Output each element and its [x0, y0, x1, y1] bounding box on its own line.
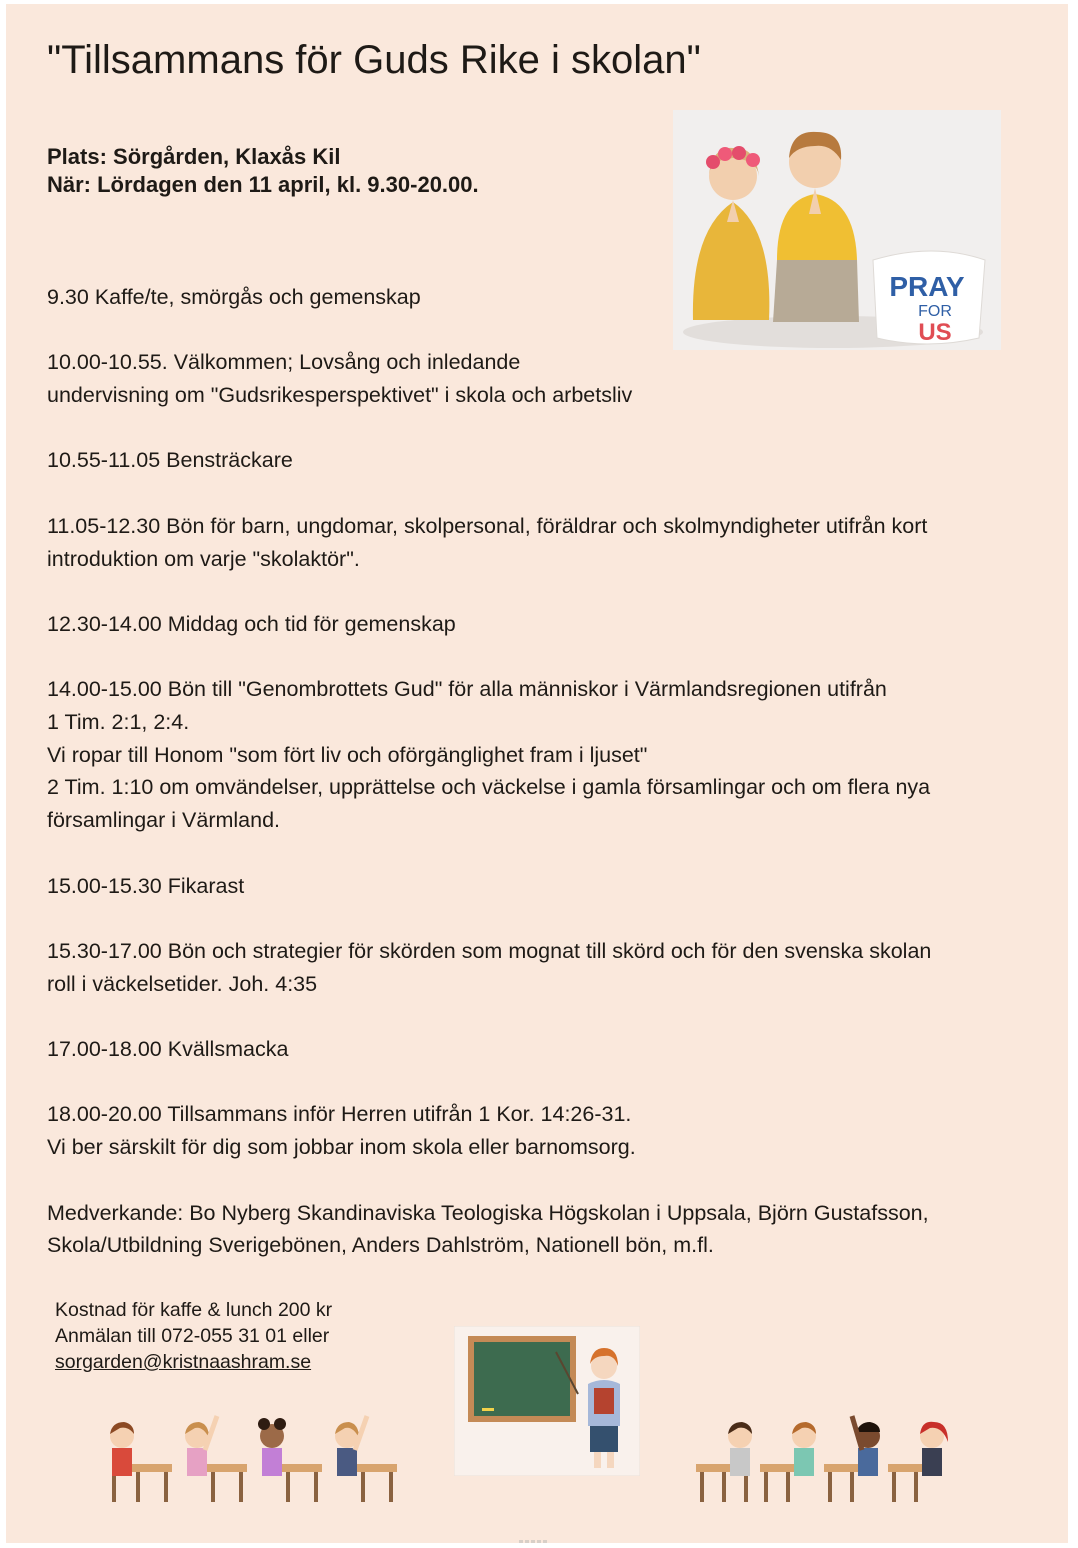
- schedule-item: 11.05-12.30 Bön för barn, ungdomar, skolpersonal, föräldrar och skolmyndigheter utifrån kort introduktion om varje "skolaktör".: [47, 513, 928, 571]
- schedule-item: 15.30-17.00 Bön och strategier för skörden som mognat till skörd och för den svenska skolan roll i väckelsetider. Joh. 4:35: [47, 938, 932, 996]
- flyer-page: [6, 4, 1068, 1543]
- event-place: Plats: Sörgården, Klaxås Kil: [47, 144, 341, 169]
- schedule-item: 12.30-14.00 Middag och tid för gemenskap: [47, 611, 456, 636]
- cost-line: Kostnad för kaffe & lunch 200 kr: [55, 1299, 333, 1321]
- participants: Medverkande: Bo Nyberg Skandinaviska Teologiska Högskolan i Uppsala, Björn Gustafsson, Skola/Utbildning Sverigebönen, Anders Dahlström, Nationell bön, m.fl.: [47, 1200, 929, 1258]
- students-left-illustration: [102, 1408, 402, 1508]
- page-title: "Tillsammans för Guds Rike i skolan": [47, 38, 701, 82]
- schedule-item: 10.55-11.05 Bensträckare: [47, 448, 293, 473]
- email-link[interactable]: sorgarden@kristnaashram.se: [55, 1351, 312, 1373]
- event-meta: [47, 143, 479, 199]
- us-word: US: [918, 319, 952, 346]
- pray-word: PRAY: [889, 271, 965, 302]
- event-date: När: Lördagen den 11 april, kl. 9.30-20.00.: [47, 172, 479, 197]
- students-right-illustration: [694, 1408, 954, 1508]
- schedule: [47, 281, 1057, 1295]
- schedule-item: 10.00-10.55. Välkommen; Lovsång och inledande undervisning om "Gudsrikesperspektivet" i skola och arbetsliv: [47, 350, 633, 408]
- schedule-item: 14.00-15.00 Bön till "Genombrottets Gud" för alla människor i Värmlandsregionen utifrån 1 Tim. 2:1, 2:4. Vi ropar till Honom "som fört liv och oförgänglighet fram i ljuset" 2 Tim. 1:10 om omvändelser, upprättelse och väckelse i gamla församlingar och om flera nya församlingar i Värmland.: [47, 677, 931, 833]
- schedule-item: 18.00-20.00 Tillsammans inför Herren utifrån 1 Kor. 14:26-31. Vi ber särskilt för dig som jobbar inom skola eller barnomsorg.: [47, 1102, 636, 1160]
- schedule-item: 17.00-18.00 Kvällsmacka: [47, 1037, 289, 1062]
- teacher-chalkboard-illustration: [454, 1326, 640, 1476]
- footer-info: [55, 1297, 332, 1375]
- for-word: FOR: [918, 303, 952, 320]
- schedule-item: 9.30 Kaffe/te, smörgås och gemenskap: [47, 285, 421, 309]
- schedule-item: 15.00-15.30 Fikarast: [47, 873, 245, 898]
- signup-line: Anmälan till 072-055 31 01 eller: [55, 1325, 330, 1347]
- page-indicator: [519, 1530, 549, 1548]
